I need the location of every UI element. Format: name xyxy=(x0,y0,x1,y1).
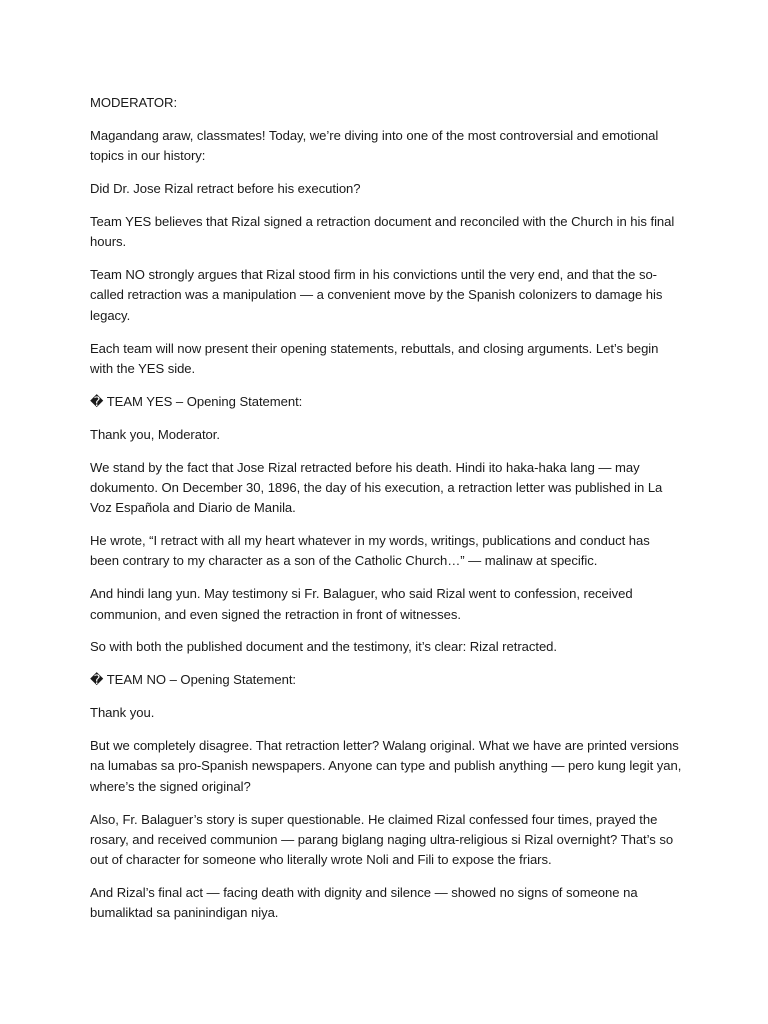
team-no-opening-heading: � TEAM NO – Opening Statement: xyxy=(90,672,296,688)
team-yes-argument-document: We stand by the fact that Jose Rizal retracted before his death. Hindi ito haka-haka lang — may dokumento. On December 30, 1896, the day of his execution, a retraction letter was published in La Voz Española and Diario de Manila. xyxy=(90,459,663,516)
team-no-argument-balaguer: Also, Fr. Balaguer’s story is super questionable. He claimed Rizal confessed four times, prayed the rosary, and received communion — parang biglang naging ultra-religious si Rizal overnight? That’s so out of character for someone who literally wrote Noli and Fili to expose the friars. xyxy=(90,811,674,868)
team-yes-opening-heading: � TEAM YES – Opening Statement: xyxy=(90,393,303,409)
moderator-greeting-paragraph: Magandang araw, classmates! Today, we’re diving into one of the most controversial and emotional topics in our history: xyxy=(90,127,659,164)
team-no-argument-final-act: And Rizal’s final act — facing death with dignity and silence — showed no signs of someone na bumaliktad sa paninindigan niya. xyxy=(90,885,638,921)
team-no-summary: Team NO strongly argues that Rizal stood firm in his convictions until the very end, and that the so-called retraction was a manipulation — a convenient move by the Spanish colonizers to damage his legacy. xyxy=(90,267,663,323)
team-yes-argument-testimony: And hindi lang yun. May testimony si Fr. Balaguer, who said Rizal went to confession, received communion, and even signed the retraction in front of witnesses. xyxy=(90,586,633,622)
team-yes-conclusion: So with both the published document and the testimony, it’s clear: Rizal retracted. xyxy=(90,639,557,655)
document-body xyxy=(90,93,682,936)
team-no-thanks: Thank you. xyxy=(90,705,155,721)
team-yes-summary: Team YES believes that Rizal signed a retraction document and reconciled with the Church in his final hours. xyxy=(90,213,675,250)
format-instructions: Each team will now present their opening statements, rebuttals, and closing arguments. Let’s begin with the YES side. xyxy=(90,340,659,376)
team-yes-thanks: Thank you, Moderator. xyxy=(90,426,220,442)
debate-question: Did Dr. Jose Rizal retract before his execution? xyxy=(90,181,361,197)
team-no-argument-original: But we completely disagree. That retraction letter? Walang original. What we have are printed versions na lumabas sa pro-Spanish newspapers. Anyone can type and publish anything — pero kung legit yan, where’s the signed original? xyxy=(90,738,682,794)
moderator-heading: MODERATOR: xyxy=(90,95,178,110)
team-yes-argument-quote: He wrote, “I retract with all my heart whatever in my words, writings, publications and conduct has been contrary to my character as a son of the Catholic Church…” — malinaw at specific. xyxy=(90,533,650,569)
